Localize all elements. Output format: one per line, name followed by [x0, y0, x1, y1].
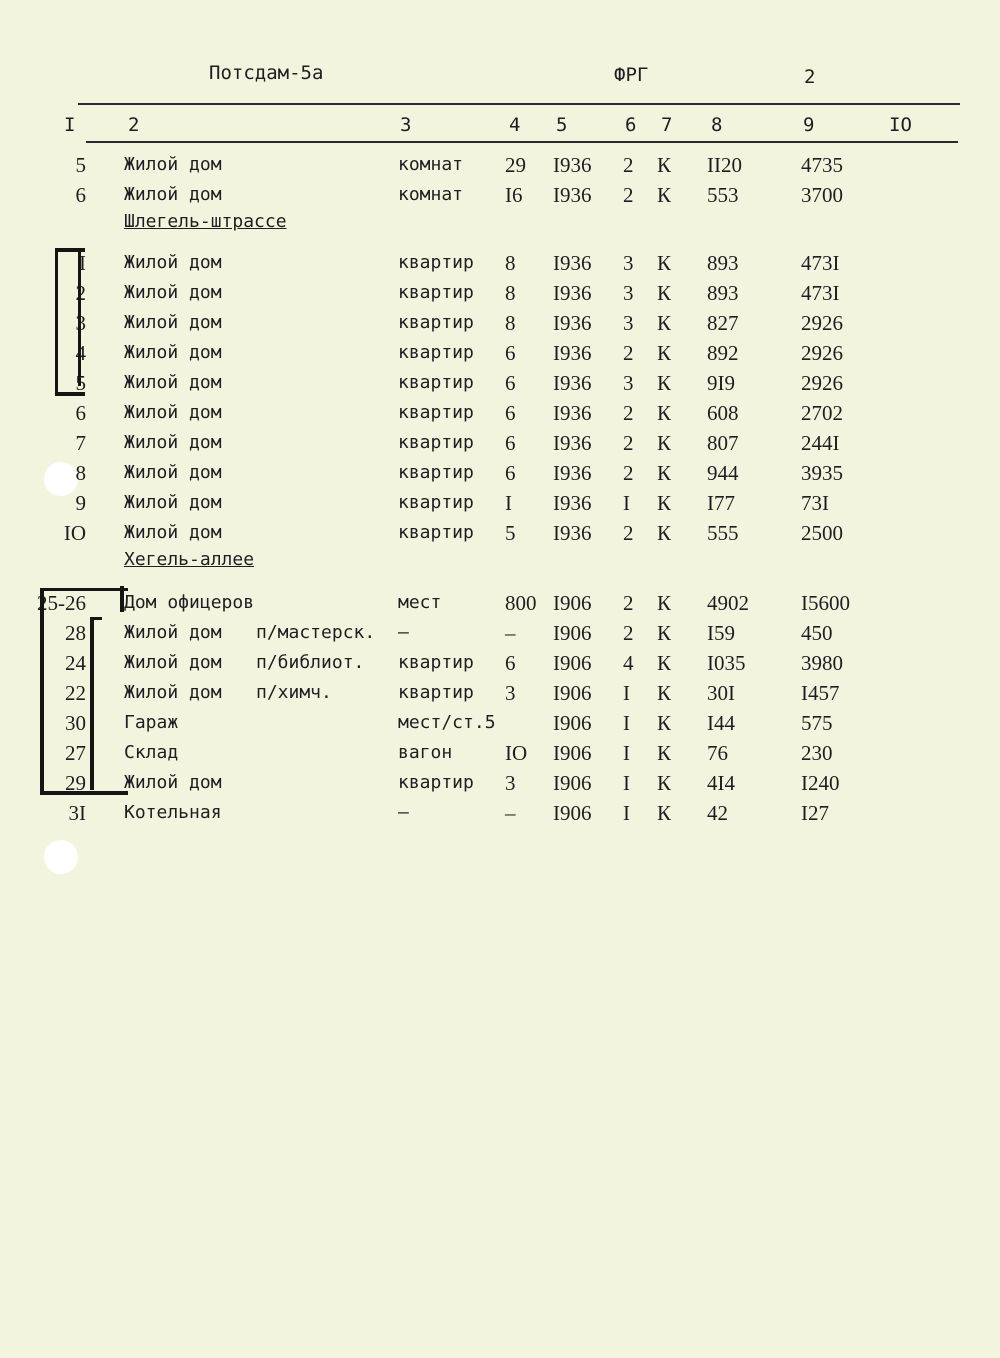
cell-c8: I035	[707, 651, 746, 675]
cell-c3: квартир	[398, 372, 474, 393]
cell-c3: мест/ст.5	[398, 712, 496, 733]
cell-c8: 893	[707, 281, 739, 305]
cell-c3: квартир	[398, 402, 474, 423]
cell-c7: К	[657, 651, 672, 675]
cell-c2: Жилой дом	[124, 252, 222, 273]
cell-c9: 2926	[801, 311, 843, 335]
cell-c6: I	[623, 741, 630, 765]
cell-c9: 3935	[801, 461, 843, 485]
cell-c4: 3	[505, 771, 516, 795]
cell-c9: 2702	[801, 401, 843, 425]
cell-c8: I77	[707, 491, 735, 515]
cell-c7: К	[657, 371, 672, 395]
cell-c1: 25-26	[37, 591, 86, 615]
cell-c3: квартир	[398, 342, 474, 363]
cell-c7: К	[657, 801, 672, 825]
cell-c3: вагон	[398, 742, 453, 763]
cell-c9: 575	[801, 711, 833, 735]
cell-c6: I	[623, 711, 630, 735]
cell-c5: I906	[553, 711, 592, 735]
cell-c8: 608	[707, 401, 739, 425]
cell-c7: К	[657, 771, 672, 795]
header-page-number: 2	[804, 66, 816, 88]
cell-c1: 6	[75, 401, 86, 425]
cell-c4: 8	[505, 311, 516, 335]
cell-c6: I	[623, 771, 630, 795]
cell-c9: 473I	[801, 281, 840, 305]
column-header-2: 2	[128, 114, 140, 136]
cell-c6: 2	[623, 591, 634, 615]
cell-note: п/химч.	[256, 682, 332, 703]
column-header-6: 6	[625, 114, 637, 136]
cell-c2: Жилой дом	[124, 154, 222, 175]
cell-c5: I936	[553, 251, 592, 275]
cell-c4: 8	[505, 251, 516, 275]
cell-c7: К	[657, 711, 672, 735]
cell-c4: 6	[505, 461, 516, 485]
cell-c7: К	[657, 741, 672, 765]
cell-c7: К	[657, 341, 672, 365]
cell-c9: 2500	[801, 521, 843, 545]
cell-c7: К	[657, 491, 672, 515]
cell-c8: 827	[707, 311, 739, 335]
cell-c6: 2	[623, 461, 634, 485]
cell-note: п/библиот.	[256, 652, 365, 673]
header-rule-top	[78, 103, 960, 105]
street-name: Шлегель-штрассе	[124, 211, 287, 232]
street-name: Хегель-аллее	[124, 549, 255, 570]
cell-c1: 24	[65, 651, 86, 675]
cell-c3: комнат	[398, 154, 464, 175]
cell-c7: К	[657, 681, 672, 705]
cell-c3: комнат	[398, 184, 464, 205]
column-header-3: 3	[400, 114, 412, 136]
cell-c6: 3	[623, 251, 634, 275]
cell-c8: 9I9	[707, 371, 735, 395]
cell-c5: I906	[553, 681, 592, 705]
cell-c4: 29	[505, 153, 526, 177]
cell-c6: I	[623, 681, 630, 705]
cell-c2: Жилой дом	[124, 342, 222, 363]
cell-c5: I936	[553, 461, 592, 485]
cell-c2: Жилой дом	[124, 312, 222, 333]
cell-c8: 42	[707, 801, 728, 825]
cell-c6: 2	[623, 183, 634, 207]
cell-c5: I936	[553, 431, 592, 455]
cell-c4: 6	[505, 371, 516, 395]
cell-c9: I5600	[801, 591, 850, 615]
cell-c9: 3700	[801, 183, 843, 207]
cell-c2: Жилой дом	[124, 492, 222, 513]
cell-c5: I906	[553, 651, 592, 675]
cell-c5: I906	[553, 621, 592, 645]
cell-c4: 3	[505, 681, 516, 705]
cell-c7: К	[657, 153, 672, 177]
cell-c9: 473I	[801, 251, 840, 275]
cell-c9: 4735	[801, 153, 843, 177]
cell-c5: I906	[553, 591, 592, 615]
cell-c4: 6	[505, 651, 516, 675]
cell-c2: Жилой дом	[124, 432, 222, 453]
cell-c3: мест	[398, 592, 442, 613]
header-rule-bottom	[86, 141, 958, 143]
column-header-10: IO	[889, 114, 912, 136]
cell-c8: I44	[707, 711, 735, 735]
cell-c4: 6	[505, 401, 516, 425]
cell-c9: 3980	[801, 651, 843, 675]
cell-c5: I936	[553, 401, 592, 425]
cell-c4: I6	[505, 183, 523, 207]
cell-c3: квартир	[398, 772, 474, 793]
cell-c6: I	[623, 491, 630, 515]
cell-c6: 2	[623, 153, 634, 177]
cell-c9: I27	[801, 801, 829, 825]
cell-c1: 27	[65, 741, 86, 765]
cell-c1: 8	[75, 461, 86, 485]
cell-c6: 2	[623, 521, 634, 545]
cell-c3: –	[398, 802, 409, 823]
cell-c1: 7	[75, 431, 86, 455]
cell-c3: квартир	[398, 492, 474, 513]
cell-c9: I240	[801, 771, 840, 795]
column-header-5: 5	[556, 114, 568, 136]
column-header-7: 7	[661, 114, 673, 136]
cell-c8: 76	[707, 741, 728, 765]
cell-c4: IO	[505, 741, 528, 765]
cell-note: п/мастерск.	[256, 622, 376, 643]
cell-c6: 2	[623, 401, 634, 425]
cell-c9: 2926	[801, 371, 843, 395]
column-header-4: 4	[509, 114, 521, 136]
cell-c2: Жилой дом	[124, 402, 222, 423]
cell-c2: Котельная	[124, 802, 222, 823]
cell-c7: К	[657, 401, 672, 425]
cell-c1: 28	[65, 621, 86, 645]
cell-c4: 6	[505, 431, 516, 455]
punch-hole-bottom	[44, 840, 78, 874]
cell-c2: Жилой дом	[124, 184, 222, 205]
cell-c9: 230	[801, 741, 833, 765]
handwritten-bracket-1-right	[78, 250, 81, 386]
cell-c9: 73I	[801, 491, 829, 515]
cell-c4: 5	[505, 521, 516, 545]
cell-c3: квартир	[398, 312, 474, 333]
cell-c1: 4	[75, 341, 86, 365]
cell-c1: 6	[75, 183, 86, 207]
cell-c7: К	[657, 281, 672, 305]
cell-c5: I936	[553, 281, 592, 305]
cell-c8: 944	[707, 461, 739, 485]
cell-c1: 29	[65, 771, 86, 795]
handwritten-bracket-3	[90, 617, 102, 790]
cell-c3: квартир	[398, 282, 474, 303]
cell-c2: Склад	[124, 742, 179, 763]
cell-c3: –	[398, 622, 409, 643]
cell-c8: 892	[707, 341, 739, 365]
cell-c2: Жилой дом	[124, 282, 222, 303]
cell-c1: IO	[63, 521, 86, 545]
cell-c1: 30	[65, 711, 86, 735]
cell-c2: Жилой дом	[124, 522, 222, 543]
cell-c2: Жилой дом	[124, 682, 222, 703]
cell-c7: К	[657, 621, 672, 645]
cell-c5: I936	[553, 153, 592, 177]
cell-c2: Дом офицеров	[124, 592, 255, 613]
cell-c8: I59	[707, 621, 735, 645]
column-header-8: 8	[711, 114, 723, 136]
cell-c7: К	[657, 431, 672, 455]
cell-c3: квартир	[398, 652, 474, 673]
cell-c1: 5	[75, 153, 86, 177]
cell-c5: I906	[553, 801, 592, 825]
cell-c7: К	[657, 521, 672, 545]
cell-c5: I936	[553, 521, 592, 545]
cell-c8: 893	[707, 251, 739, 275]
cell-c4: I	[505, 491, 512, 515]
cell-c5: I936	[553, 491, 592, 515]
cell-c6: 3	[623, 371, 634, 395]
cell-c7: К	[657, 461, 672, 485]
cell-c6: 3	[623, 311, 634, 335]
cell-c7: К	[657, 591, 672, 615]
handwritten-bracket-2-tick	[120, 586, 124, 612]
cell-c8: 4902	[707, 591, 749, 615]
header-country: ФРГ	[614, 64, 649, 86]
cell-c8: II20	[707, 153, 742, 177]
cell-c1: 22	[65, 681, 86, 705]
cell-c1: I	[79, 251, 86, 275]
cell-c3: квартир	[398, 462, 474, 483]
cell-c2: Жилой дом	[124, 652, 222, 673]
cell-c4: –	[505, 801, 516, 825]
cell-c5: I936	[553, 183, 592, 207]
cell-c2: Жилой дом	[124, 372, 222, 393]
cell-c6: I	[623, 801, 630, 825]
cell-c1: 2	[75, 281, 86, 305]
cell-c4: –	[505, 621, 516, 645]
cell-c3: квартир	[398, 682, 474, 703]
cell-c5: I906	[553, 741, 592, 765]
cell-c6: 3	[623, 281, 634, 305]
cell-c6: 2	[623, 621, 634, 645]
cell-c4: 800	[505, 591, 537, 615]
cell-c9: 450	[801, 621, 833, 645]
cell-c3: квартир	[398, 522, 474, 543]
cell-c4: 6	[505, 341, 516, 365]
cell-c1: 3I	[68, 801, 86, 825]
handwritten-bracket-2	[40, 588, 128, 795]
cell-c5: I936	[553, 341, 592, 365]
column-header-1: I	[64, 114, 76, 136]
cell-c2: Жилой дом	[124, 772, 222, 793]
cell-c2: Гараж	[124, 712, 179, 733]
cell-c7: К	[657, 183, 672, 207]
cell-c1: 9	[75, 491, 86, 515]
cell-c8: 30I	[707, 681, 735, 705]
cell-c1: 3	[75, 311, 86, 335]
cell-c6: 2	[623, 341, 634, 365]
cell-c7: К	[657, 311, 672, 335]
cell-c1: 5	[75, 371, 86, 395]
cell-c7: К	[657, 251, 672, 275]
cell-c5: I936	[553, 371, 592, 395]
column-header-9: 9	[803, 114, 815, 136]
cell-c2: Жилой дом	[124, 462, 222, 483]
cell-c6: 2	[623, 431, 634, 455]
cell-c9: 244I	[801, 431, 840, 455]
cell-c3: квартир	[398, 432, 474, 453]
cell-c8: 553	[707, 183, 739, 207]
cell-c8: 807	[707, 431, 739, 455]
cell-c8: 555	[707, 521, 739, 545]
cell-c5: I936	[553, 311, 592, 335]
cell-c3: квартир	[398, 252, 474, 273]
cell-c9: I457	[801, 681, 840, 705]
cell-c6: 4	[623, 651, 634, 675]
header-place: Потсдам-5а	[209, 62, 324, 84]
cell-c4: 8	[505, 281, 516, 305]
cell-c9: 2926	[801, 341, 843, 365]
punch-hole-top	[44, 462, 78, 496]
cell-c8: 4I4	[707, 771, 735, 795]
cell-c2: Жилой дом	[124, 622, 222, 643]
cell-c5: I906	[553, 771, 592, 795]
